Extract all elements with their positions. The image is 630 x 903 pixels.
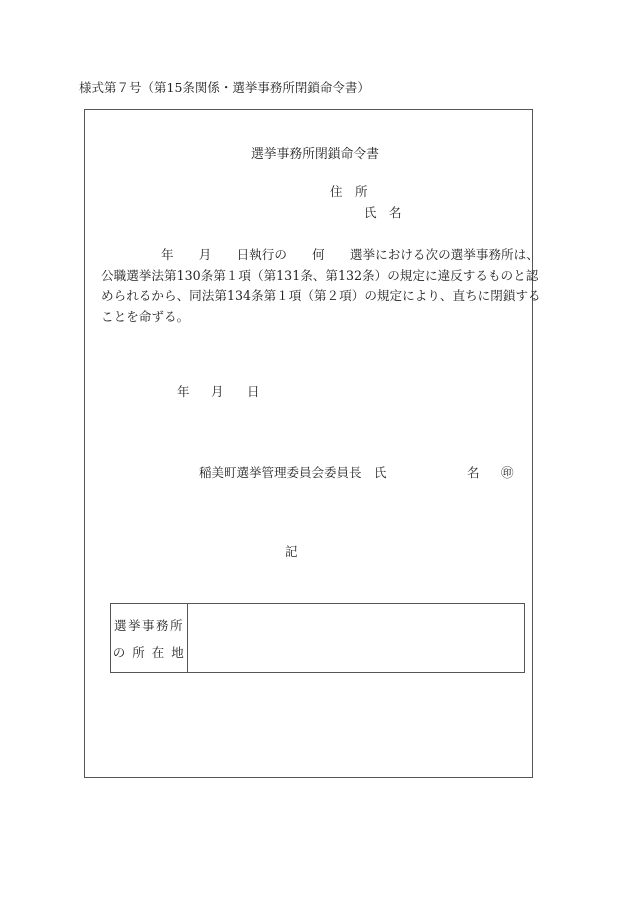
- date-month: 月: [211, 384, 224, 399]
- date-day: 日: [247, 384, 260, 399]
- body-line-3: められるから、同法第134条第１項（第２項）の規定により、直ちに閉鎖する: [101, 288, 541, 303]
- body-line-1: 年 月 日執行の 何 選挙における次の選挙事務所は、: [161, 247, 539, 262]
- label-line-1: 選挙事務所: [113, 617, 184, 633]
- office-location-table: [110, 603, 525, 673]
- seal-mark: ㊞: [501, 465, 514, 480]
- issuer-title: 稲美町選挙管理委員会委員長 氏: [199, 465, 387, 480]
- order-body: [101, 245, 541, 327]
- document-title: 選挙事務所閉鎖命令書: [251, 147, 379, 162]
- address-label: 住 所: [330, 184, 368, 199]
- ki-heading: 記: [285, 544, 298, 559]
- office-location-label: [111, 604, 188, 672]
- body-line-2: 公職選挙法第130条第１項（第131条、第132条）の規定に違反するものと認: [101, 267, 539, 283]
- label-line-2: の 所 在 地: [112, 644, 186, 660]
- document-frame: [84, 109, 541, 778]
- name-label: 氏 名: [364, 205, 402, 220]
- date-year: 年: [177, 384, 190, 399]
- office-location-value: [188, 604, 524, 672]
- form-number-header: 様式第７号（第15条関係・選挙事務所閉鎖命令書）: [79, 80, 370, 95]
- body-line-4: ことを命ずる。: [101, 308, 190, 324]
- issuer-name-char: 名: [467, 465, 480, 480]
